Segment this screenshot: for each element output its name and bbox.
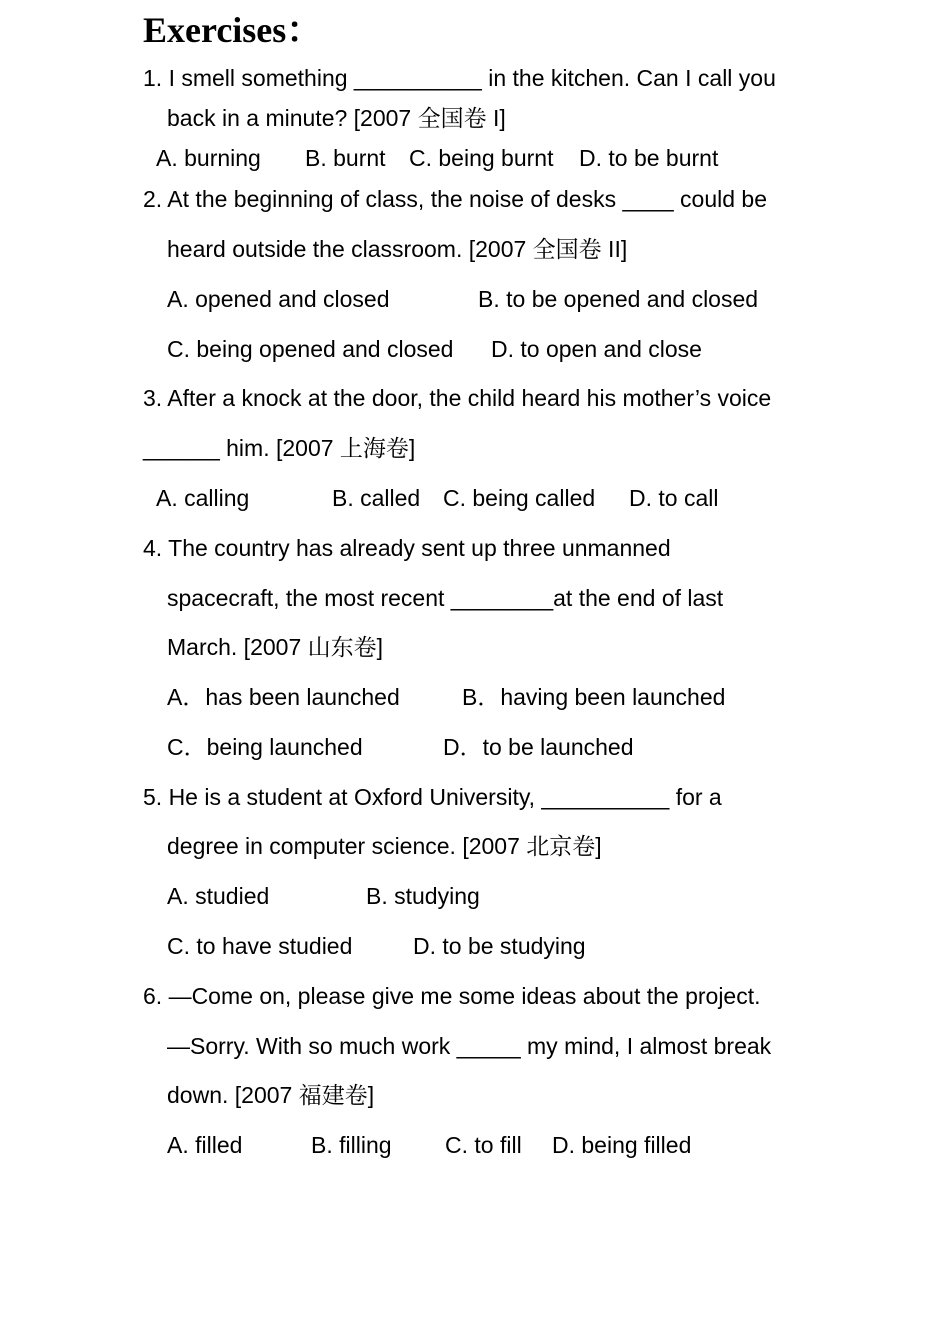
- question-2-option-c[interactable]: C. being opened and closed: [167, 336, 454, 362]
- question-5-option-b[interactable]: B. studying: [366, 883, 480, 909]
- question-1-option-b[interactable]: B. burnt: [305, 145, 386, 171]
- question-5-line-1: 5. He is a student at Oxford University, __________ for a: [143, 784, 722, 810]
- question-4-option-c[interactable]: C．being launched: [167, 734, 363, 760]
- question-2-option-a[interactable]: A. opened and closed: [167, 286, 390, 312]
- question-6-option-a[interactable]: A. filled: [167, 1132, 243, 1158]
- question-4-line-3: March. [2007 山东卷]: [167, 634, 384, 660]
- question-5-line-2: degree in computer science. [2007 北京卷]: [167, 833, 602, 859]
- question-4-option-b[interactable]: B．having been launched: [462, 684, 726, 710]
- question-3-line-1: 3. After a knock at the door, the child heard his mother’s voice: [143, 385, 772, 411]
- question-1-option-d[interactable]: D. to be burnt: [579, 145, 719, 171]
- question-5-option-d[interactable]: D. to be studying: [413, 933, 586, 959]
- question-4-line-1: 4. The country has already sent up three unmanned: [143, 535, 671, 561]
- question-1-option-c[interactable]: C. being burnt: [409, 145, 554, 171]
- question-2-option-d[interactable]: D. to open and close: [491, 336, 702, 362]
- question-6-line-2: —Sorry. With so much work _____ my mind, I almost break: [167, 1033, 772, 1059]
- question-6-line-1: 6. —Come on, please give me some ideas about the project.: [143, 983, 761, 1009]
- question-6-option-c[interactable]: C. to fill: [445, 1132, 522, 1158]
- question-3-option-c[interactable]: C. being called: [443, 485, 596, 511]
- question-3-option-a[interactable]: A. calling: [156, 485, 250, 511]
- question-6-option-d[interactable]: D. being filled: [552, 1132, 692, 1158]
- question-2-option-b[interactable]: B. to be opened and closed: [478, 286, 759, 312]
- question-5-option-a[interactable]: A. studied: [167, 883, 270, 909]
- question-1-option-a[interactable]: A. burning: [156, 145, 261, 171]
- question-2-line-1: 2. At the beginning of class, the noise of desks ____ could be: [143, 186, 767, 212]
- question-1-line-1: 1. I smell something __________ in the kitchen. Can I call you: [143, 65, 776, 91]
- question-3-option-b[interactable]: B. called: [332, 485, 421, 511]
- question-4-option-a[interactable]: A．has been launched: [167, 684, 400, 710]
- page-title: Exercises：: [143, 10, 323, 50]
- question-6-option-b[interactable]: B. filling: [311, 1132, 392, 1158]
- question-2-line-2: heard outside the classroom. [2007 全国卷 II]: [167, 236, 628, 262]
- question-4-option-d[interactable]: D．to be launched: [443, 734, 634, 760]
- question-3-line-2: ______ him. [2007 上海卷]: [143, 435, 416, 461]
- question-5-option-c[interactable]: C. to have studied: [167, 933, 353, 959]
- question-6-line-3: down. [2007 福建卷]: [167, 1082, 375, 1108]
- question-3-option-d[interactable]: D. to call: [629, 485, 719, 511]
- question-1-line-2: back in a minute? [2007 全国卷 I]: [167, 105, 506, 131]
- question-4-line-2: spacecraft, the most recent ________at the end of last: [167, 585, 724, 611]
